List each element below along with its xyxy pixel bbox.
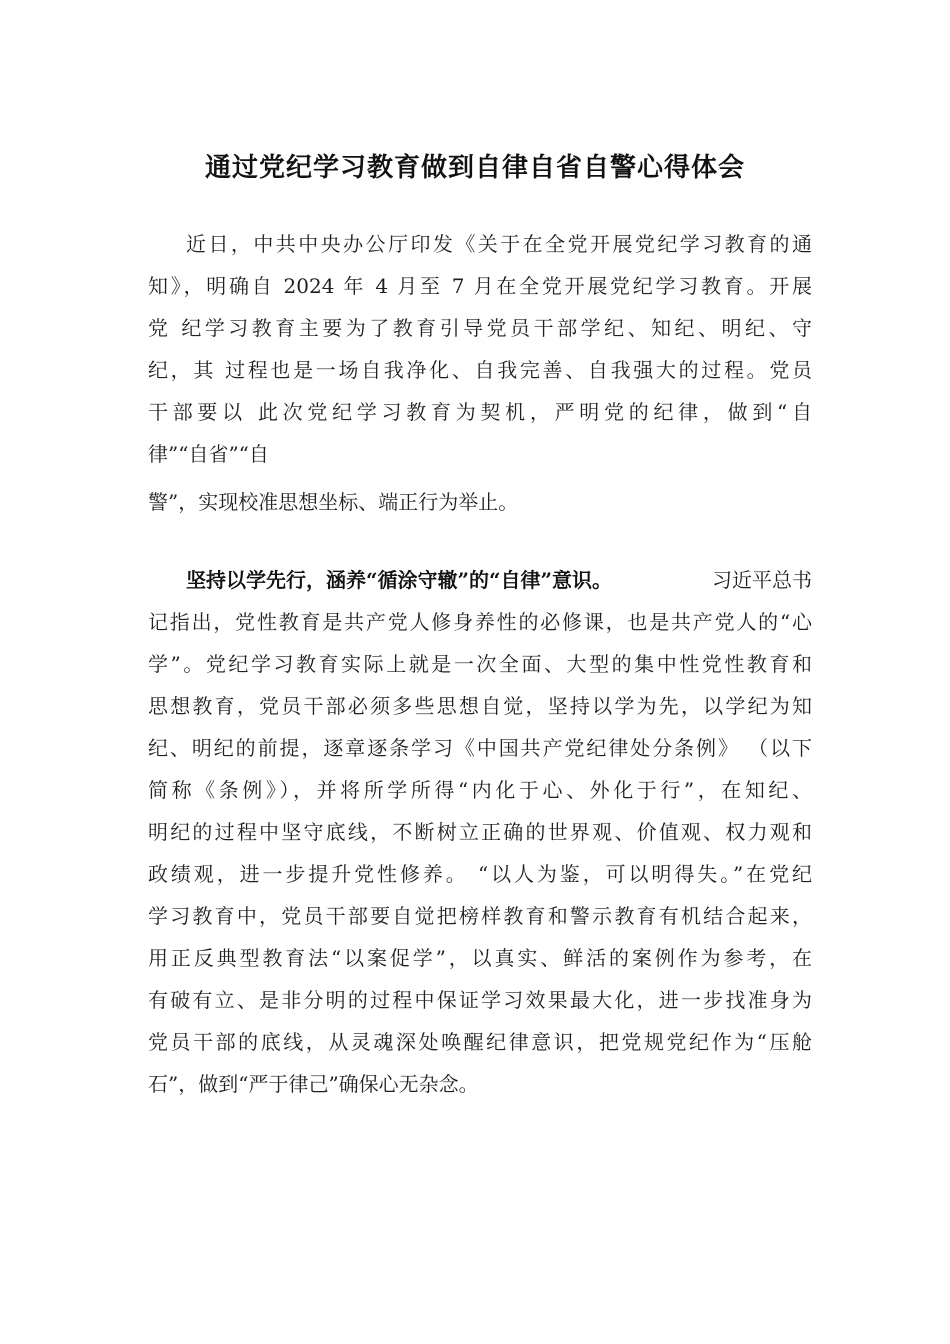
paragraph-line: 政绩观，进一步提升党性修养。 “以人为鉴，可以明得失。”在党纪 xyxy=(148,862,812,886)
paragraph-line: 知》，明确自 2024 年 4 月至 7 月在全党开展党纪学习教育。开展 xyxy=(148,274,812,298)
paragraph-line: 思想教育，党员干部必须多些思想自觉，坚持以学为先，以学纪为知 xyxy=(148,694,812,718)
paragraph-line: 律”“自省”“自 xyxy=(148,442,269,466)
paragraph-line: 党 纪学习教育主要为了教育引导党员干部学纪、知纪、明纪、守 xyxy=(148,316,812,340)
paragraph-line: 近日，中共中央办公厅印发《关于在全党开展党纪学习教育的通 xyxy=(186,232,812,256)
paragraph-line: 纪，其 过程也是一场自我净化、自我完善、自我强大的过程。党员 xyxy=(148,358,812,382)
paragraph-line: 石”，做到“严于律己”确保心无杂念。 xyxy=(148,1072,479,1096)
paragraph-first-line xyxy=(186,562,812,598)
paragraph-line: 简称《条例》），并将所学所得“内化于心、外化于行”，在知纪、 xyxy=(148,778,812,802)
paragraph-line: 学”。党纪学习教育实际上就是一次全面、大型的集中性党性教育和 xyxy=(148,652,812,676)
paragraph-line: 党员干部的底线，从灵魂深处唤醒纪律意识，把党规党纪作为“压舱 xyxy=(148,1030,812,1054)
page-title: 通过党纪学习教育做到自律自省自警心得体会 xyxy=(204,153,745,183)
paragraph-line: 用正反典型教育法“以案促学”，以真实、鲜活的案例作为参考，在 xyxy=(148,946,812,970)
paragraph-line: 警”，实现校准思想坐标、端正行为举止。 xyxy=(148,490,519,514)
paragraph-line: 纪、明纪的前提，逐章逐条学习《中国共产党纪律处分条例》 （以下 xyxy=(148,736,812,760)
paragraph-line-rest: 习近平总书 xyxy=(712,568,812,592)
paragraph-line: 干部要以 此次党纪学习教育为契机，严明党的纪律，做到“自 xyxy=(148,400,812,424)
paragraph-line: 明纪的过程中坚守底线，不断树立正确的世界观、价值观、权力观和 xyxy=(148,820,812,844)
paragraph-line: 记指出，党性教育是共产党人修身养性的必修课，也是共产党人的“心 xyxy=(148,610,812,634)
section-heading: 坚持以学先行，涵养“循涂守辙”的“自律”意识。 xyxy=(186,568,613,592)
paragraph-line: 有破有立、是非分明的过程中保证学习效果最大化，进一步找准身为 xyxy=(148,988,812,1012)
paragraph-line: 学习教育中，党员干部要自觉把榜样教育和警示教育有机结合起来， xyxy=(148,904,812,928)
